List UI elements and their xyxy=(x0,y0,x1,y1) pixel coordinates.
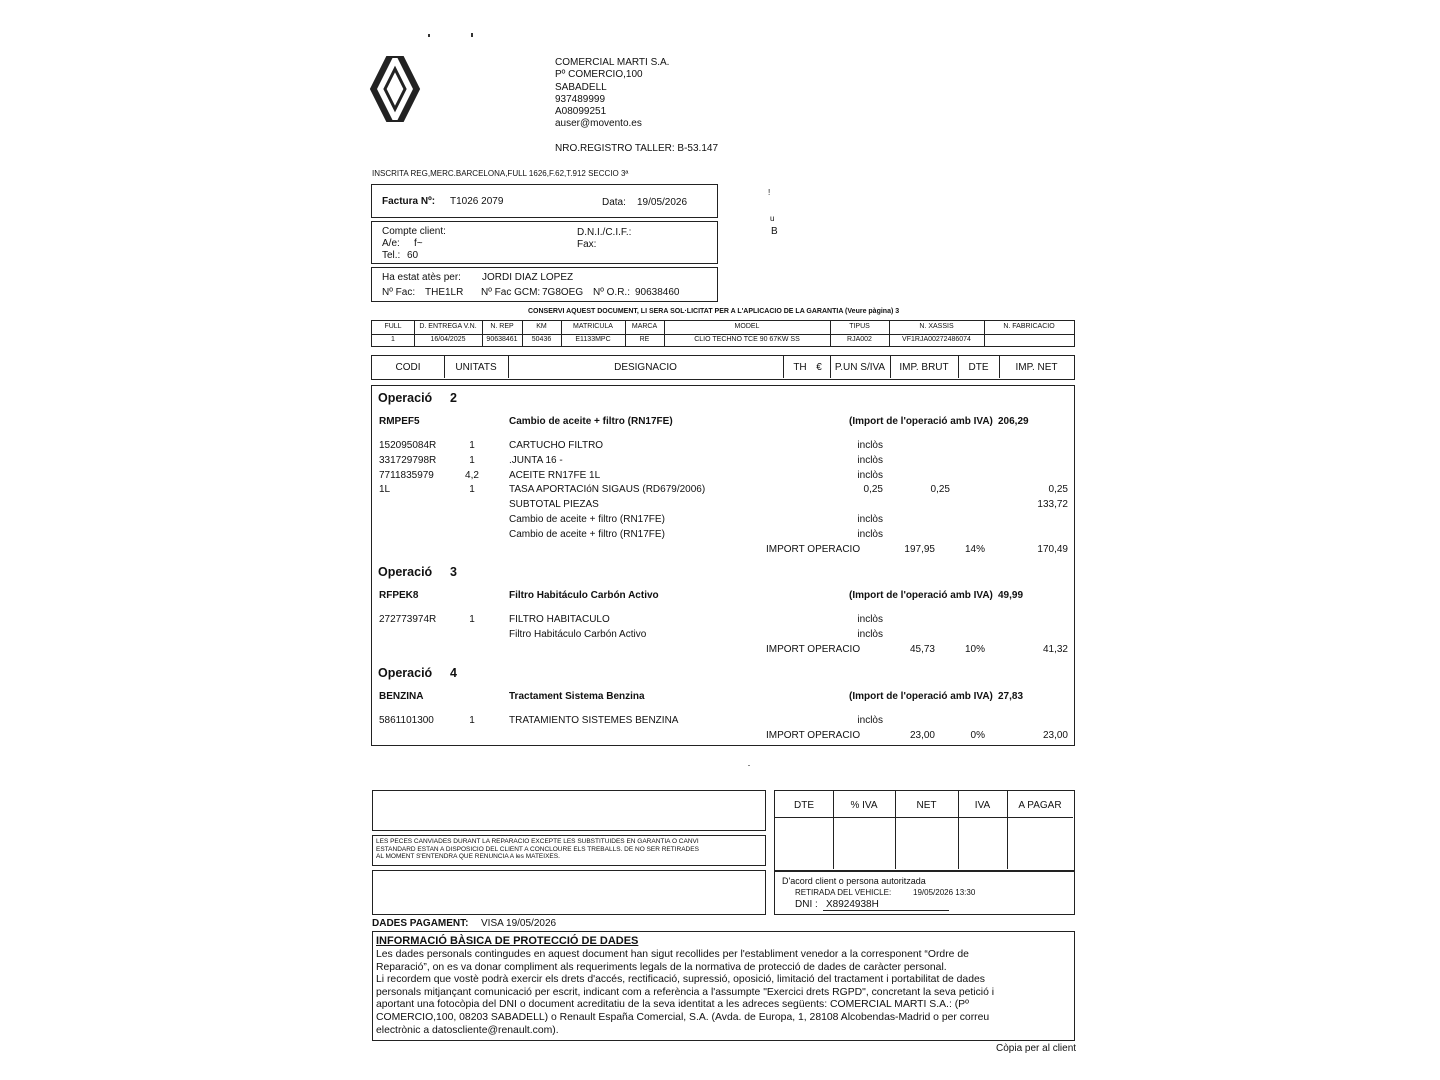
line-codi: 331729798R xyxy=(379,454,437,466)
col-dte: DTE xyxy=(968,362,989,373)
line-pun: inclòs xyxy=(857,440,883,451)
footer-blank-box-2 xyxy=(372,870,766,915)
line-net: 133,72 xyxy=(1037,499,1068,511)
parts-notice xyxy=(376,838,699,861)
vehicle-value-cell: VF1RJA00272486074 xyxy=(902,336,971,343)
invoice-number-box xyxy=(371,184,718,218)
factura-label: Factura Nº: xyxy=(382,196,436,207)
pagament-value: VISA 19/05/2026 xyxy=(481,918,557,929)
line-designacio: TASA APORTACIóN SIGAUS (RD679/2006) xyxy=(509,484,706,496)
parts-notice-box xyxy=(372,835,766,866)
line-unitats: 1 xyxy=(469,614,475,625)
info-line: COMERCIO,100, 08203 SABADELL) o Renault España Comercial, S.A. (Avda. de Europa, 1, 28108 Alcobendas-Madrid o per correu xyxy=(376,1011,990,1023)
nfac-label: Nº Fac: xyxy=(382,287,416,298)
operation-code: BENZINA xyxy=(379,691,424,702)
col-designacio: DESIGNACIO xyxy=(614,362,677,373)
line-pun: inclòs xyxy=(857,454,883,466)
line-pun: inclòs xyxy=(857,514,883,525)
info-line: Li recordem que vostè podrà exercir els drets d'accés, rectificació, supressió, oposició, limitació del tractament i portabilitat de dades xyxy=(376,974,985,986)
line-pun: inclòs xyxy=(857,469,883,481)
vehicle-value-cell: RE xyxy=(639,336,650,343)
line-designacio: ACEITE RN17FE 1L xyxy=(509,469,601,481)
info-line: Les dades personals contingudes en aquest document han sigut recollides per l'establiment venedor a la corresponent “Ordre de xyxy=(376,949,969,960)
operation-number: 3 xyxy=(450,565,457,579)
vehicle-table xyxy=(371,320,1075,347)
operation-name: Tractament Sistema Benzina xyxy=(509,691,645,702)
operation-total-dte: 10% xyxy=(964,643,985,655)
company-registry: NRO.REGISTRO TALLER: B-53.147 xyxy=(555,143,719,154)
operation-total-label: IMPORT OPERACIO xyxy=(766,643,861,655)
company-city: SABADELL xyxy=(555,81,607,93)
line-brut: 0,25 xyxy=(930,484,950,496)
vehicle-header-cell: N. FABRICACIO xyxy=(1003,323,1055,330)
operation-total-label: IMPORT OPERACIO xyxy=(766,729,861,741)
operation-name: Cambio de aceite + filtro (RN17FE) xyxy=(509,416,673,427)
acord-text: D'acord client o persona autoritzada xyxy=(782,876,926,886)
scan-mark xyxy=(748,765,750,766)
operation-total-brut: 45,73 xyxy=(909,643,935,655)
pagament-label: DADES PAGAMENT: xyxy=(372,918,469,929)
line-unitats: 1 xyxy=(469,454,475,466)
ates-value: JORDI DIAZ LOPEZ xyxy=(482,272,574,283)
operation-total-brut: 23,00 xyxy=(909,729,935,741)
operation-name: Filtro Habitáculo Carbón Activo xyxy=(509,590,659,601)
vehicle-value-cell: CLIO TECHNO TCE 90 67KW SS xyxy=(694,336,800,343)
parts-notice-line: AL MOMENT S'ENTENDRA QUE RENUNCIA A les MATEIXES. xyxy=(376,853,560,860)
redaction-mark: ! xyxy=(768,188,771,197)
tel-label: Tel.: xyxy=(382,250,401,261)
line-codi: 272773974R xyxy=(379,614,437,625)
operation-number: 4 xyxy=(450,666,457,680)
retirada-label: RETIRADA DEL VEHICLE: xyxy=(795,888,892,897)
ae-value: f~ xyxy=(414,238,423,249)
compte-label: Compte client: xyxy=(382,226,446,237)
line-designacio: TRATAMIENTO SISTEMES BENZINA xyxy=(509,715,679,726)
line-designacio: CARTUCHO FILTRO xyxy=(509,440,604,451)
factura-value: T1026 2079 xyxy=(450,196,504,207)
totals-table xyxy=(774,790,1075,871)
line-pun: inclòs xyxy=(857,628,883,640)
line-pun: 0,25 xyxy=(863,484,883,496)
vehicle-value-cell: 50436 xyxy=(531,336,552,343)
date-label: Data: xyxy=(602,197,626,208)
col-unitats: UNITATS xyxy=(455,362,497,373)
col-euro: € xyxy=(816,362,822,373)
company-phone: 937489999 xyxy=(555,93,606,105)
info-line: electrònic a datoscliente@renault.com). xyxy=(376,1024,559,1036)
line-pun: inclòs xyxy=(857,528,883,540)
line-unitats: 1 xyxy=(469,440,475,451)
scan-mark xyxy=(428,34,430,37)
info-line: aportant una fotocòpia del DNI o document acreditatiu de la seva identitat a les adreces següents: COMERCIAL MARTI S.A.: (Pº xyxy=(376,999,969,1011)
line-designacio: Filtro Habitáculo Carbón Activo xyxy=(509,628,647,640)
vehicle-value-cell: 90638461 xyxy=(486,336,518,343)
line-pun: inclòs xyxy=(857,614,883,625)
operation-title: Operació xyxy=(378,666,433,680)
parts-notice-line: LES PECES CANVIADES DURANT LA REPARACIO EXCEPTE LES SUBSTITUIDES EN GARANTIA O CANVI xyxy=(376,838,699,845)
ates-label: Ha estat atès per: xyxy=(382,272,461,283)
copy-label: Còpia per al client xyxy=(996,1043,1077,1054)
vehicle-header-cell: MARCA xyxy=(631,323,658,330)
operation-import-value: 27,83 xyxy=(998,691,1024,702)
totals-col-iva-pct: % IVA xyxy=(850,800,878,811)
operation-total-brut: 197,95 xyxy=(904,543,935,555)
totals-col-dte: DTE xyxy=(794,800,814,811)
vehicle-header-cell: MODEL xyxy=(734,323,760,330)
gcm-value: 7G8OEG xyxy=(542,287,584,298)
dni-label: DNI : xyxy=(795,899,818,910)
vehicle-header-cell: TIPUS xyxy=(849,323,870,330)
data-protection-box xyxy=(372,931,1075,1041)
operation-import-value: 206,29 xyxy=(998,416,1029,427)
vehicle-header-cell: D. ENTREGA V.N. xyxy=(419,323,477,330)
operation-code: RFPEK8 xyxy=(379,590,419,601)
fax-label: Fax: xyxy=(577,239,597,250)
col-pun: P.UN S/IVA xyxy=(834,362,886,373)
line-designacio: Cambio de aceite + filtro (RN17FE) xyxy=(509,528,665,540)
guarantee-notice: CONSERVI AQUEST DOCUMENT, LI SERA SOL·LICITAT PER A L'APLICACIO DE LA GARANTIA (Veure pàgina) 3 xyxy=(528,308,900,315)
company-cif: A08099251 xyxy=(555,106,607,118)
or-label: Nº O.R.: xyxy=(593,287,630,298)
scan-mark xyxy=(471,33,473,37)
attended-box xyxy=(371,267,718,302)
info-line: personals mitjançant comunicació per escrit, indicant com a referència a l'assumpte "Exercici drets RGPD", concretant la seva petició i xyxy=(376,986,995,998)
line-pun: inclòs xyxy=(857,715,883,726)
signature-box xyxy=(774,871,1075,915)
vehicle-value-cell: E1133MPC xyxy=(575,336,611,343)
info-title: INFORMACIÓ BÀSICA DE PROTECCIÓ DE DADES xyxy=(376,935,639,947)
vehicle-value-cell: 16/04/2025 xyxy=(430,336,466,343)
renault-logo xyxy=(368,55,422,123)
client-box xyxy=(371,221,718,264)
line-designacio: Cambio de aceite + filtro (RN17FE) xyxy=(509,514,665,525)
vehicle-value-cell: RJA002 xyxy=(847,336,872,343)
line-unitats: 1 xyxy=(469,484,475,496)
or-value: 90638460 xyxy=(635,287,680,298)
dni-underline xyxy=(823,910,949,911)
totals-col-pagar: A PAGAR xyxy=(1018,800,1062,811)
line-codi: 7711835979 xyxy=(379,469,434,481)
operation-total-net: 23,00 xyxy=(1042,729,1068,741)
operation-import-label: (Import de l'operació amb IVA) xyxy=(849,590,993,601)
dni-label: D.N.I./C.I.F.: xyxy=(577,227,632,238)
line-unitats: 1 xyxy=(469,715,475,726)
line-designacio: SUBTOTAL PIEZAS xyxy=(509,499,599,511)
company-email: auser@movento.es xyxy=(555,118,642,130)
line-designacio: FILTRO HABITACULO xyxy=(509,614,610,625)
operation-total-dte: 14% xyxy=(964,543,985,555)
operation-code: RMPEF5 xyxy=(379,416,420,427)
dni-value: X8924938H xyxy=(826,899,879,910)
vehicle-header-cell: N. XASSIS xyxy=(919,323,954,330)
operation-total-net: 170,49 xyxy=(1037,543,1068,555)
redaction-mark: B xyxy=(771,226,778,237)
operation-total-net: 41,32 xyxy=(1042,643,1068,655)
line-codi: 1L xyxy=(379,484,391,496)
vehicle-header-cell: KM xyxy=(536,323,547,330)
tel-value: 60 xyxy=(407,250,419,261)
nfac-value: THE1LR xyxy=(425,287,464,298)
totals-col-iva: IVA xyxy=(974,800,991,811)
line-unitats: 4,2 xyxy=(465,469,479,481)
operation-total-label: IMPORT OPERACIO xyxy=(766,543,861,555)
retirada-value: 19/05/2026 13:30 xyxy=(913,888,976,897)
vehicle-header-cell: N. REP xyxy=(490,323,514,330)
operation-title: Operació xyxy=(378,565,433,579)
company-address: Pº COMERCIO,100 xyxy=(555,69,643,81)
operation-import-label: (Import de l'operació amb IVA) xyxy=(849,416,993,427)
col-net: IMP. NET xyxy=(1015,362,1058,373)
redaction-mark: u xyxy=(770,214,775,223)
vehicle-value-cell: 1 xyxy=(391,336,395,343)
vehicle-header-cell: MATRICULA xyxy=(573,323,613,330)
operation-import-value: 49,99 xyxy=(998,590,1024,601)
gcm-label: Nº Fac GCM: xyxy=(481,287,541,298)
line-designacio: .JUNTA 16 - xyxy=(509,454,563,466)
col-codi: CODI xyxy=(395,362,421,373)
vehicle-header-cell: FULL xyxy=(384,323,402,330)
footer-blank-box xyxy=(372,790,766,831)
line-net: 0,25 xyxy=(1048,484,1068,496)
line-codi: 152095084R xyxy=(379,440,437,451)
info-line: Reparació”, on es va donar compliment als requeriments legals de la normativa de protecció de dades de caràcter personal. xyxy=(376,961,947,973)
col-brut: IMP. BRUT xyxy=(899,362,949,373)
info-text xyxy=(376,949,994,1037)
operation-total-dte: 0% xyxy=(970,729,985,741)
ae-label: A/e: xyxy=(382,238,400,249)
company-block xyxy=(555,57,669,131)
company-name: COMERCIAL MARTI S.A. xyxy=(555,57,670,68)
parts-notice-line: ESTANDARD ESTAN A DISPOSICIO DEL CLIENT A CONCLOURE ELS TREBALLS. DE NO SER RETIRADES xyxy=(376,845,699,853)
date-value: 19/05/2026 xyxy=(637,197,688,208)
line-codi: 5861101300 xyxy=(379,715,434,726)
operation-title: Operació xyxy=(378,391,433,405)
operation-number: 2 xyxy=(450,391,457,405)
totals-col-net: NET xyxy=(916,800,937,811)
operation-import-label: (Import de l'operació amb IVA) xyxy=(849,691,993,702)
col-th: TH xyxy=(793,362,807,373)
company-inscription: INSCRITA REG,MERC.BARCELONA,FULL 1626,F.62,T.912 SECCIO 3ª xyxy=(372,169,629,178)
column-header-bar xyxy=(371,355,1075,380)
